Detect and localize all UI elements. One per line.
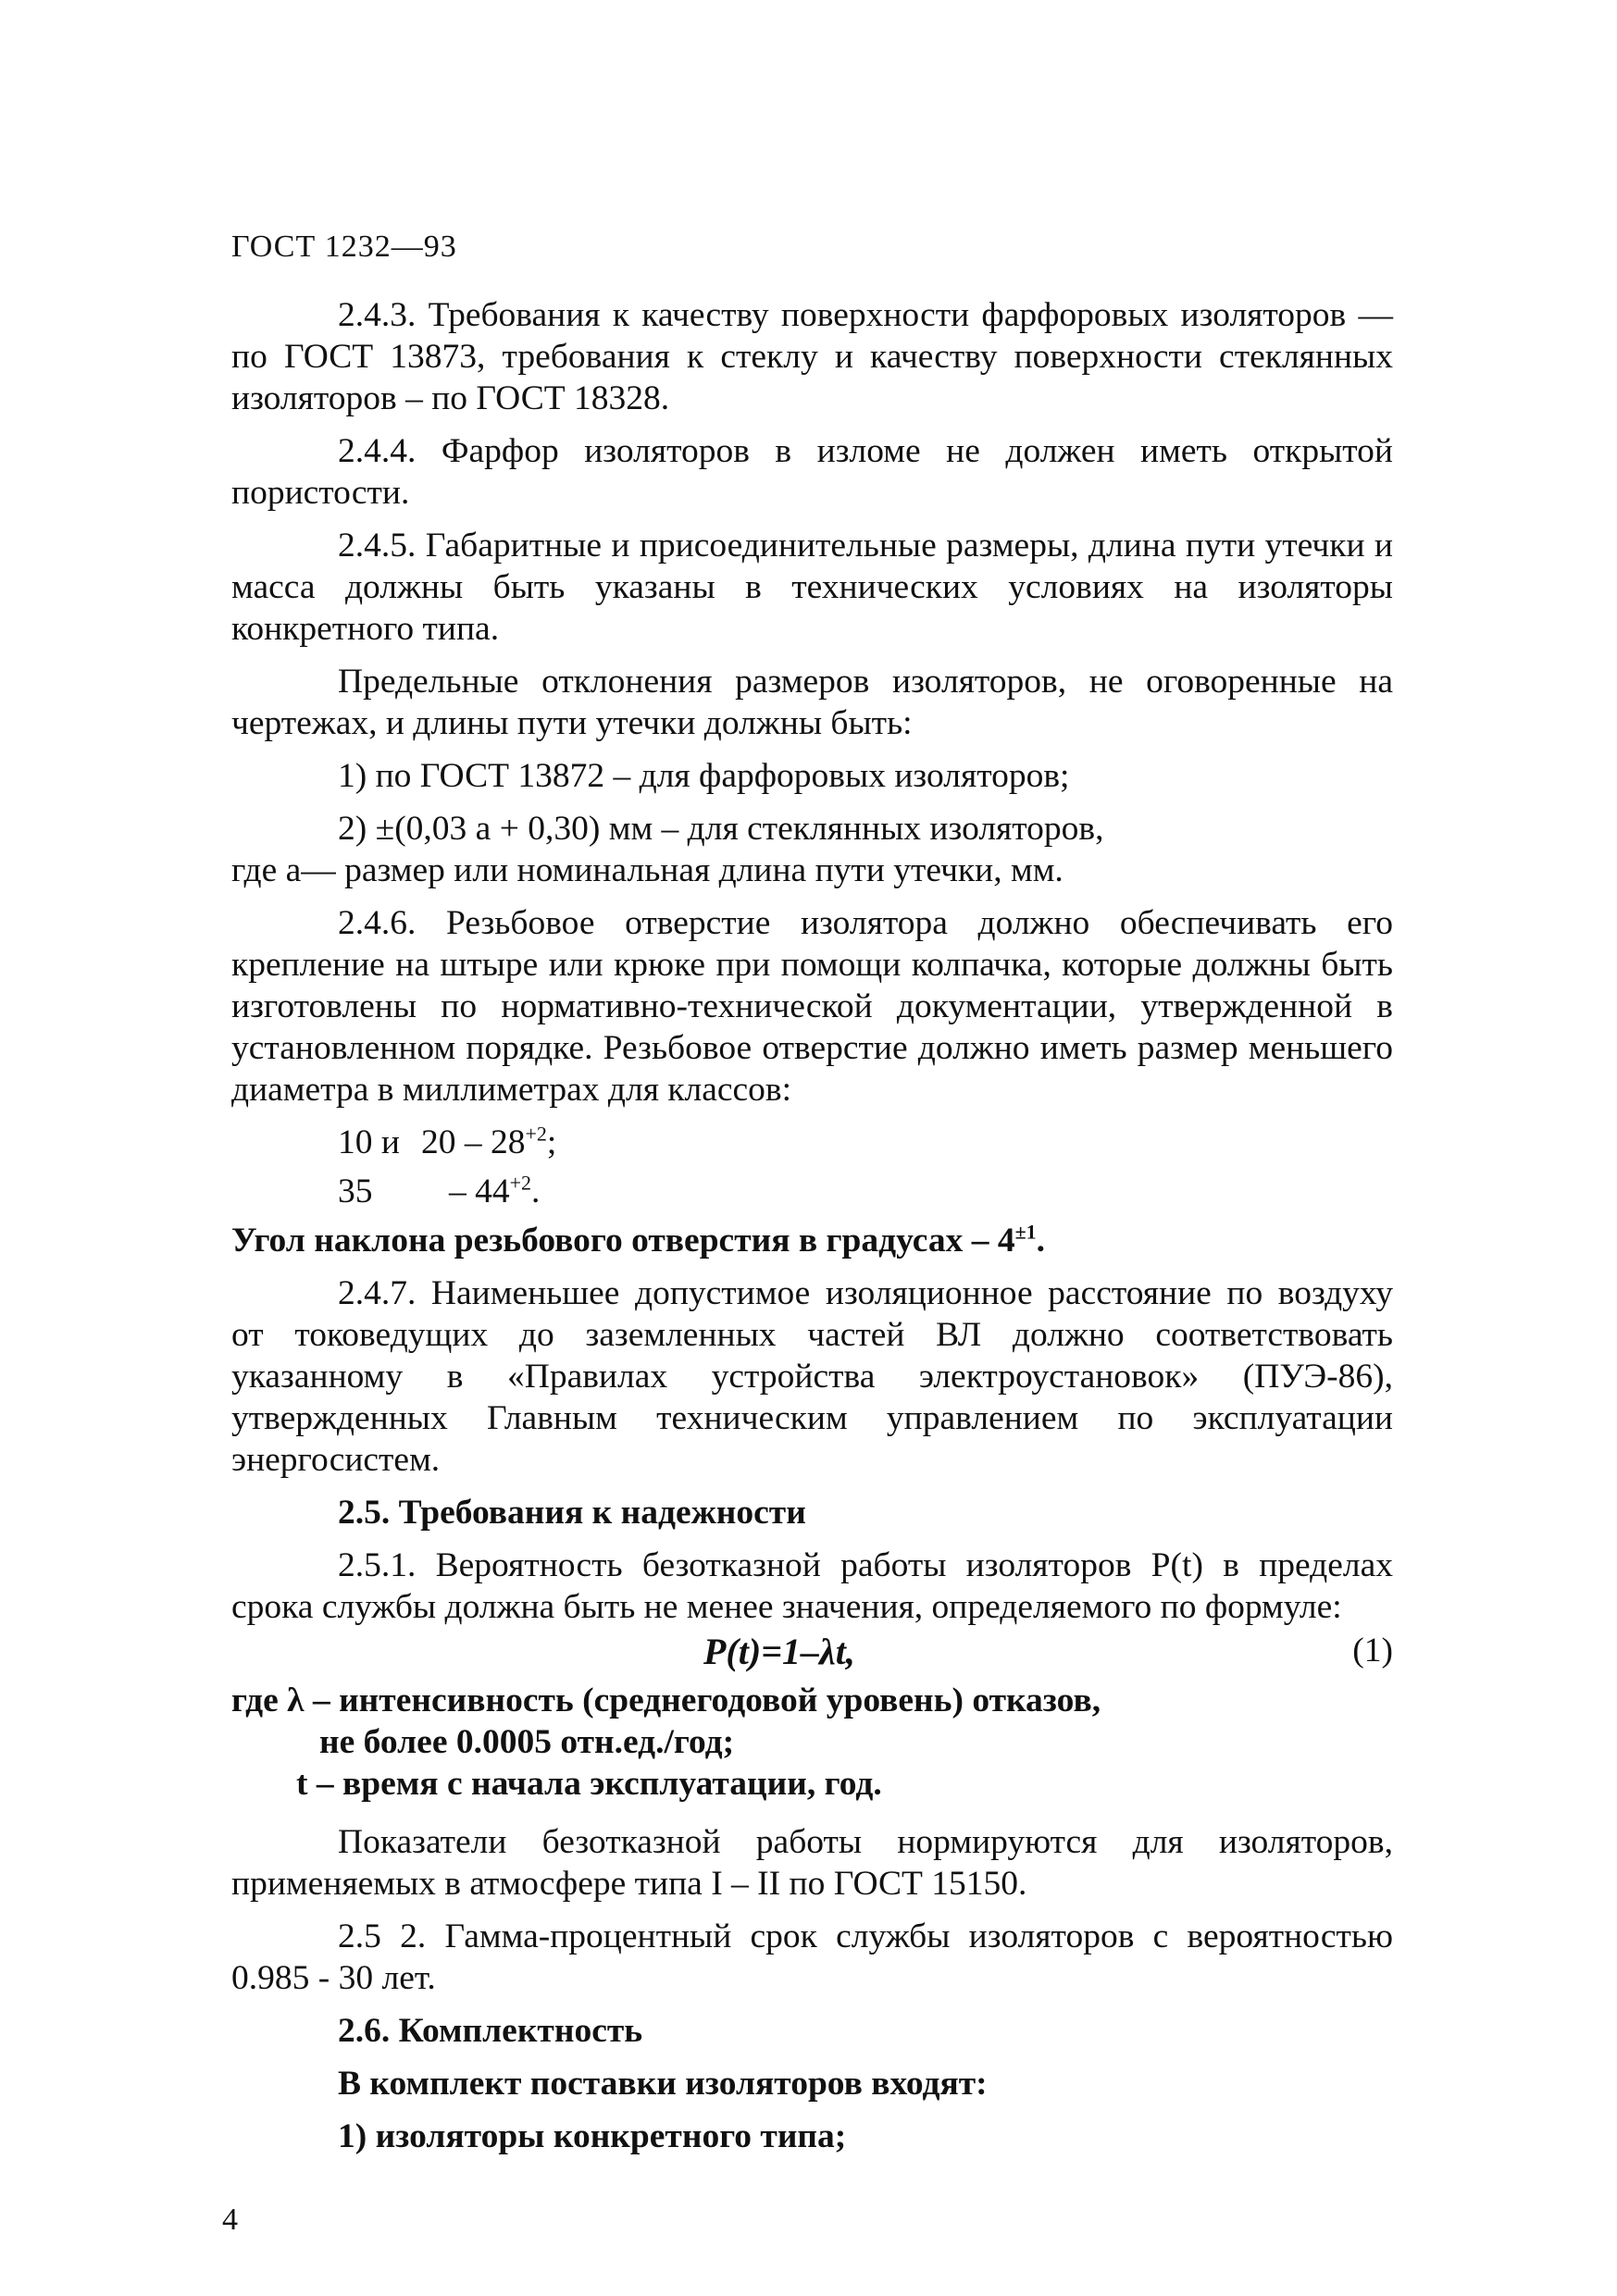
page-number: 4 bbox=[222, 2203, 238, 2237]
paragraph-2-5-1: 2.5.1. Вероятность безотказной работы изоляторов P(t) в пределах срока службы должна быть не менее значения, определяемого по формуле: bbox=[231, 1546, 1393, 1626]
angle-text: Угол наклона резьбового отверстия в градусах – 4 bbox=[231, 1222, 1015, 1260]
formula-number: (1) bbox=[1352, 1632, 1393, 1669]
angle-line bbox=[231, 1220, 1393, 1261]
grade-1-class: 10 и bbox=[338, 1123, 400, 1161]
list-item-1: 1) по ГОСТ 13872 – для фарфоровых изоляторов; bbox=[338, 757, 1070, 795]
grade-2-tolerance: +2 bbox=[509, 1171, 532, 1195]
paragraph-limits: Предельные отклонения размеров изоляторов, не оговоренные на чертежах, и длины пути утечки должны быть: bbox=[231, 663, 1393, 742]
paragraph-2-4-5: 2.4.5. Габаритные и присоединительные размеры, длина пути утечки и масса должны быть указаны в технических условиях на изоляторы конкретного типа. bbox=[231, 527, 1393, 648]
grade-2-end: . bbox=[531, 1173, 541, 1210]
heading-2-5: 2.5. Требования к надежности bbox=[338, 1494, 806, 1532]
paragraph-2-5-2: 2.5 2. Гамма-процентный срок службы изоляторов с вероятностью 0.985 - 30 лет. bbox=[231, 1917, 1393, 1997]
where-t: t – время с начала эксплуатации, год. bbox=[296, 1765, 882, 1803]
paragraph-2-4-3: 2.4.3. Требования к качеству поверхности фарфоровых изоляторов — по ГОСТ 13873, требования к стеклу и качеству поверхности стеклянных изоляторов – по ГОСТ 18328. bbox=[231, 296, 1393, 417]
paragraph-2-4-7: 2.4.7. Наименьшее допустимое изоляционное расстояние по воздуху от токоведущих до заземленных частей ВЛ должно соответствовать указанному в «Правилах устройства электроустановок» (ПУЭ-86), утвержденных Главным техническим управлением по эксплуатации энергосистем. bbox=[231, 1274, 1393, 1479]
where-a: где a— размер или номинальная длина пути утечки, мм. bbox=[231, 851, 1063, 889]
grade-1-end: ; bbox=[546, 1123, 557, 1161]
formula: P(t)=1–λt, bbox=[703, 1631, 855, 1672]
paragraph-2-4-4: 2.4.4. Фарфор изоляторов в изломе не должен иметь открытой пористости. bbox=[231, 432, 1393, 512]
paragraph-indicators: Показатели безотказной работы нормируются для изоляторов, применяемых в атмосфере типа I – II по ГОСТ 15150. bbox=[231, 1823, 1393, 1903]
where-lambda: где λ – интенсивность (среднегодовой уровень) отказов, bbox=[231, 1682, 1101, 1719]
grade-row-2 bbox=[231, 1171, 1393, 1212]
paragraph-kit: В комплект поставки изоляторов входят: bbox=[338, 2065, 988, 2103]
kit-item-1: 1) изоляторы конкретного типа; bbox=[338, 2117, 847, 2155]
grade-row-1 bbox=[231, 1122, 1393, 1163]
formula-row bbox=[231, 1630, 1393, 1680]
heading-2-6: 2.6. Комплектность bbox=[338, 2012, 643, 2050]
grade-1-tolerance: +2 bbox=[525, 1122, 547, 1146]
grade-2-value: – 44 bbox=[449, 1173, 510, 1210]
grade-2-class: 35 bbox=[338, 1173, 373, 1210]
lambda-value: не более 0.0005 отн.ед./год; bbox=[319, 1723, 735, 1761]
angle-tolerance: ±1 bbox=[1014, 1220, 1037, 1244]
grade-1-value: 20 – 28 bbox=[421, 1123, 526, 1161]
paragraph-2-4-6: 2.4.6. Резьбовое отверстие изолятора должно обеспечивать его крепление на штыре или крюке при помощи колпачка, которые должны быть изготовлены по нормативно-технической документации, утвержденной в установленном порядке. Резьбовое отверстие должно иметь размер меньшего диаметра в миллиметрах для классов: bbox=[231, 904, 1393, 1109]
angle-end: . bbox=[1036, 1222, 1046, 1260]
document-body bbox=[231, 294, 1393, 2168]
document-header: ГОСТ 1232—93 bbox=[231, 230, 457, 264]
list-item-2: 2) ±(0,03 a + 0,30) мм – для стеклянных изоляторов, bbox=[338, 810, 1104, 848]
